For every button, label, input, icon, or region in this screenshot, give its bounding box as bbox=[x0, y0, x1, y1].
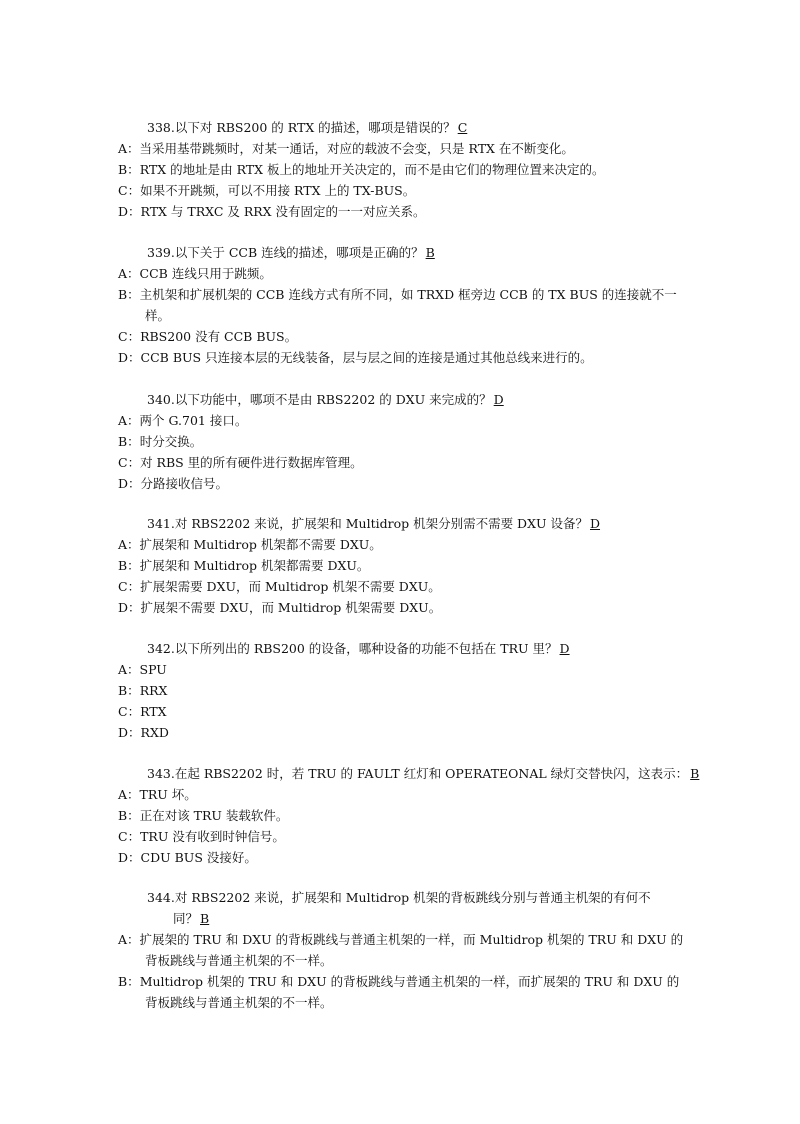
option-d bbox=[118, 473, 688, 494]
option-c bbox=[118, 701, 688, 722]
option-text: CCB BUS 只连接本层的无线装备，层与层之间的连接是通过其他总线来进行的。 bbox=[140, 350, 593, 365]
question-344 bbox=[118, 887, 688, 1013]
option-text: 两个 G.701 接口。 bbox=[139, 413, 248, 428]
option-label: B： bbox=[118, 434, 140, 449]
option-a bbox=[118, 410, 688, 431]
option-label: D： bbox=[118, 476, 141, 491]
option-text: CCB 连线只用于跳频。 bbox=[139, 266, 272, 281]
option-label: A： bbox=[118, 537, 140, 552]
option-a bbox=[118, 784, 688, 805]
option-label: C： bbox=[118, 455, 141, 470]
question-text: 以下对 RBS200 的 RTX 的描述，哪项是错误的？ bbox=[174, 120, 456, 135]
option-label: C： bbox=[118, 183, 141, 198]
question-number: 344. bbox=[147, 890, 175, 905]
option-a bbox=[118, 263, 688, 284]
answer-blank: D bbox=[590, 516, 601, 531]
option-label: B： bbox=[118, 683, 140, 698]
option-label: A： bbox=[118, 662, 140, 677]
option-b bbox=[118, 555, 688, 576]
option-d bbox=[118, 847, 688, 868]
question-340 bbox=[118, 389, 688, 494]
option-text: SPU bbox=[139, 662, 167, 677]
options-list bbox=[118, 138, 688, 222]
option-text: 扩展架需要 DXU，而 Multidrop 机架不需要 DXU。 bbox=[140, 579, 441, 594]
option-b bbox=[118, 805, 688, 826]
question-stem bbox=[118, 887, 688, 929]
options-list bbox=[118, 263, 688, 368]
question-343 bbox=[118, 763, 700, 868]
option-text: TRU 坏。 bbox=[139, 787, 197, 802]
option-d bbox=[118, 201, 688, 222]
answer-blank: D bbox=[493, 392, 504, 407]
option-text: TRU 没有收到时钟信号。 bbox=[140, 829, 285, 844]
option-label: B： bbox=[118, 558, 140, 573]
option-text: 对 RBS 里的所有硬件进行数据库管理。 bbox=[140, 455, 363, 470]
option-label: D： bbox=[118, 850, 141, 865]
options-list bbox=[118, 929, 688, 1013]
option-c bbox=[118, 180, 688, 201]
option-text: 分路接收信号。 bbox=[140, 476, 229, 491]
option-text: RXD bbox=[140, 725, 169, 740]
option-c bbox=[118, 826, 688, 847]
option-label: A： bbox=[118, 932, 140, 947]
option-text: 扩展架和 Multidrop 机架都不需要 DXU。 bbox=[139, 537, 382, 552]
question-342 bbox=[118, 638, 688, 743]
option-a bbox=[118, 659, 688, 680]
option-b bbox=[118, 159, 688, 180]
answer-blank: B bbox=[690, 766, 700, 781]
question-text: 对 RBS2202 来说，扩展架和 Multidrop 机架的背板跳线分别与普通主机架的有何不 bbox=[174, 890, 651, 905]
option-label: A： bbox=[118, 787, 140, 802]
options-list bbox=[118, 410, 688, 494]
options-list bbox=[118, 534, 688, 618]
option-d bbox=[118, 597, 688, 618]
option-label: B： bbox=[118, 974, 140, 989]
question-text: 以下关于 CCB 连线的描述，哪项是正确的？ bbox=[174, 245, 424, 260]
option-text: CDU BUS 没接好。 bbox=[140, 850, 257, 865]
question-text: 对 RBS2202 来说，扩展架和 Multidrop 机架分别需不需要 DXU 设备？ bbox=[174, 516, 588, 531]
answer-blank: B bbox=[200, 911, 210, 926]
options-list bbox=[118, 659, 688, 743]
question-text: 以下所列出的 RBS200 的设备，哪种设备的功能不包括在 TRU 里？ bbox=[174, 641, 558, 656]
option-b bbox=[118, 680, 688, 701]
option-text: RTX bbox=[140, 704, 167, 719]
question-number: 341. bbox=[147, 516, 175, 531]
question-number: 339. bbox=[147, 245, 175, 260]
option-text: 当采用基带跳频时，对某一通话，对应的载波不会变，只是 RTX 在不断变化。 bbox=[139, 141, 574, 156]
option-label: D： bbox=[118, 600, 141, 615]
option-label: B： bbox=[118, 808, 140, 823]
answer-blank: B bbox=[425, 245, 435, 260]
option-text: Multidrop 机架的 TRU 和 DXU 的背板跳线与普通主机架的一样，而扩展架的 TRU 和 DXU 的背板跳线与普通主机架的不一样。 bbox=[139, 974, 680, 1010]
option-text: 主机架和扩展机架的 CCB 连线方式有所不同，如 TRXD 框旁边 CCB 的 TX BUS 的连接就不一样。 bbox=[139, 287, 677, 323]
option-text: RTX 的地址是由 RTX 板上的地址开关决定的，而不是由它们的物理位置来决定的。 bbox=[139, 162, 605, 177]
question-339 bbox=[118, 242, 688, 368]
option-c bbox=[118, 576, 688, 597]
answer-blank: C bbox=[457, 120, 468, 135]
question-stem bbox=[118, 389, 688, 410]
option-text: 如果不开跳频，可以不用接 RTX 上的 TX-BUS。 bbox=[140, 183, 416, 198]
option-text: 正在对该 TRU 装载软件。 bbox=[139, 808, 289, 823]
option-a bbox=[118, 929, 688, 971]
option-a bbox=[118, 534, 688, 555]
option-text: 扩展架的 TRU 和 DXU 的背板跳线与普通主机架的一样，而 Multidrop 机架的 TRU 和 DXU 的背板跳线与普通主机架的不一样。 bbox=[139, 932, 684, 968]
option-label: A： bbox=[118, 413, 140, 428]
question-338 bbox=[118, 117, 688, 222]
question-stem bbox=[118, 638, 688, 659]
option-c bbox=[118, 452, 688, 473]
question-text-cont: 同？ bbox=[173, 911, 199, 926]
option-label: B： bbox=[118, 162, 140, 177]
option-label: A： bbox=[118, 266, 140, 281]
question-number: 342. bbox=[147, 641, 175, 656]
option-b bbox=[118, 431, 688, 452]
option-label: C： bbox=[118, 579, 141, 594]
question-number: 340. bbox=[147, 392, 175, 407]
option-label: C： bbox=[118, 329, 141, 344]
question-stem bbox=[118, 117, 688, 138]
option-b bbox=[118, 284, 688, 326]
option-label: D： bbox=[118, 725, 141, 740]
option-label: A： bbox=[118, 141, 140, 156]
option-text: RTX 与 TRXC 及 RRX 没有固定的一一对应关系。 bbox=[140, 204, 426, 219]
question-number: 343. bbox=[147, 766, 175, 781]
option-d bbox=[118, 722, 688, 743]
options-list bbox=[118, 784, 688, 868]
option-label: D： bbox=[118, 350, 141, 365]
option-text: 扩展架和 Multidrop 机架都需要 DXU。 bbox=[139, 558, 370, 573]
option-label: C： bbox=[118, 829, 141, 844]
question-number: 338. bbox=[147, 120, 175, 135]
question-stem bbox=[118, 242, 688, 263]
question-text: 以下功能中，哪项不是由 RBS2202 的 DXU 来完成的？ bbox=[174, 392, 492, 407]
option-text: 时分交换。 bbox=[139, 434, 203, 449]
option-c bbox=[118, 326, 688, 347]
question-341 bbox=[118, 513, 688, 618]
option-text: RRX bbox=[139, 683, 168, 698]
option-label: D： bbox=[118, 204, 141, 219]
option-label: B： bbox=[118, 287, 140, 302]
option-d bbox=[118, 347, 688, 368]
option-b bbox=[118, 971, 688, 1013]
answer-blank: D bbox=[559, 641, 570, 656]
option-label: C： bbox=[118, 704, 141, 719]
question-stem bbox=[118, 513, 688, 534]
question-stem-continuation bbox=[147, 908, 688, 929]
question-text: 在起 RBS2202 时，若 TRU 的 FAULT 红灯和 OPERATEONAL 绿灯交替快闪，这表示： bbox=[174, 766, 689, 781]
option-text: RBS200 没有 CCB BUS。 bbox=[140, 329, 298, 344]
option-a bbox=[118, 138, 688, 159]
question-stem bbox=[118, 763, 700, 784]
option-text: 扩展架不需要 DXU，而 Multidrop 机架需要 DXU。 bbox=[140, 600, 442, 615]
